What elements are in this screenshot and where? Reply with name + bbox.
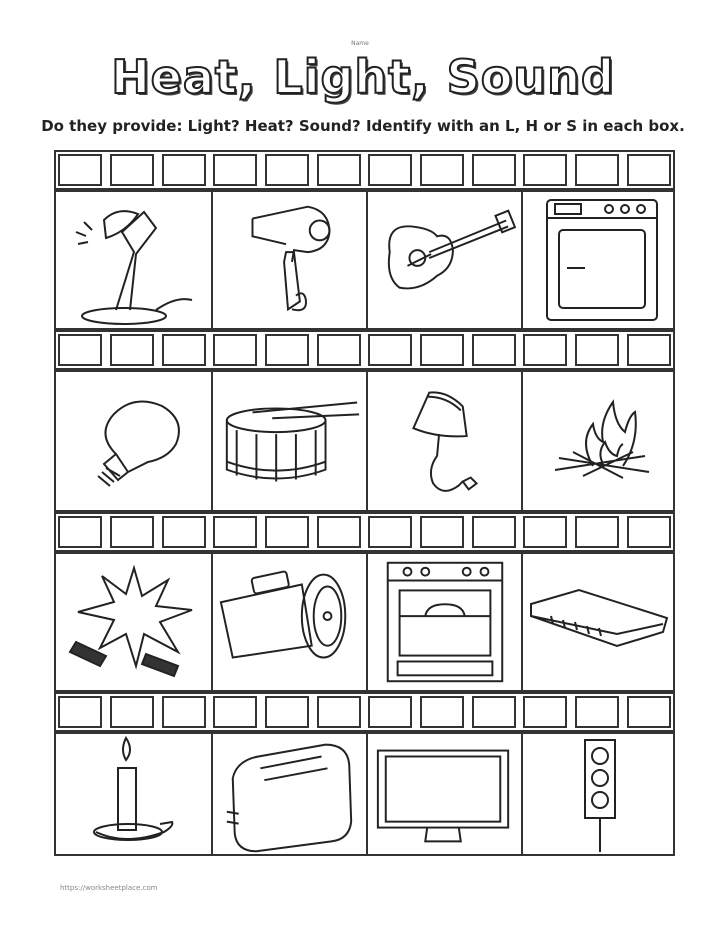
instructions-text: Do they provide: Light? Heat? Sound? Identify with an L, H or S in each box. [41,117,685,135]
picture-cell [213,192,368,328]
answer-row [54,512,675,552]
answer-box[interactable] [523,334,567,366]
answer-box[interactable] [162,696,206,728]
picture-cell [368,372,523,510]
picture-cell [368,734,523,854]
answer-box[interactable] [265,334,309,366]
page-title: Heat, Light, Sound [111,50,615,104]
picture-cell [523,372,677,510]
answer-box[interactable] [265,516,309,548]
answer-box[interactable] [213,154,257,186]
picture-row [54,552,675,692]
answer-box[interactable] [472,696,516,728]
picture-cell [56,372,213,510]
answer-row [54,150,675,190]
light-bulb-icon [56,372,211,510]
answer-box[interactable] [162,334,206,366]
stove-icon [368,554,521,690]
answer-box[interactable] [627,154,671,186]
answer-box[interactable] [213,334,257,366]
answer-box[interactable] [213,516,257,548]
picture-cell [523,734,677,854]
drum-icon [213,372,366,510]
picture-row [54,732,675,856]
answer-box[interactable] [368,154,412,186]
answer-box[interactable] [265,154,309,186]
picture-row [54,370,675,512]
answer-row [54,692,675,732]
answer-box[interactable] [58,516,102,548]
iron-icon [368,372,521,510]
picture-cell [56,554,213,690]
answer-box[interactable] [472,154,516,186]
answer-box[interactable] [575,154,619,186]
traffic-light-icon [523,734,677,854]
answer-box[interactable] [368,334,412,366]
answer-box[interactable] [58,154,102,186]
picture-cell [368,192,523,328]
picture-cell [213,372,368,510]
answer-box[interactable] [627,516,671,548]
picture-cell [56,192,213,328]
answer-box[interactable] [523,696,567,728]
fireworks-icon [56,554,211,690]
answer-box[interactable] [575,516,619,548]
picture-cell [368,554,523,690]
answer-box[interactable] [368,696,412,728]
guitar-icon [368,192,521,328]
worksheet-grid [54,150,675,856]
desk-lamp-icon [56,192,211,328]
flashlight-icon [213,554,366,690]
name-line: Name [351,40,369,47]
answer-box[interactable] [627,334,671,366]
answer-box[interactable] [420,696,464,728]
answer-box[interactable] [575,696,619,728]
answer-box[interactable] [265,696,309,728]
answer-box[interactable] [58,334,102,366]
answer-box[interactable] [368,516,412,548]
answer-box[interactable] [317,516,361,548]
harmonica-icon [523,554,677,690]
answer-box[interactable] [110,334,154,366]
answer-box[interactable] [523,154,567,186]
picture-cell [213,554,368,690]
answer-row [54,330,675,370]
answer-box[interactable] [162,154,206,186]
answer-box[interactable] [472,334,516,366]
answer-box[interactable] [317,154,361,186]
toaster-icon [213,734,366,854]
answer-box[interactable] [575,334,619,366]
answer-box[interactable] [110,154,154,186]
answer-box[interactable] [213,696,257,728]
answer-box[interactable] [472,516,516,548]
television-icon [368,734,521,854]
candle-icon [56,734,211,854]
answer-box[interactable] [162,516,206,548]
answer-box[interactable] [420,154,464,186]
answer-box[interactable] [420,516,464,548]
answer-box[interactable] [110,696,154,728]
answer-box[interactable] [58,696,102,728]
answer-box[interactable] [110,516,154,548]
oven-icon [523,192,677,328]
hair-dryer-icon [213,192,366,328]
footer-url[interactable]: https://worksheetplace.com [60,884,158,892]
campfire-icon [523,372,677,510]
answer-box[interactable] [420,334,464,366]
picture-row [54,190,675,330]
answer-box[interactable] [317,696,361,728]
picture-cell [213,734,368,854]
picture-cell [56,734,213,854]
answer-box[interactable] [523,516,567,548]
picture-cell [523,192,677,328]
picture-cell [523,554,677,690]
answer-box[interactable] [317,334,361,366]
answer-box[interactable] [627,696,671,728]
